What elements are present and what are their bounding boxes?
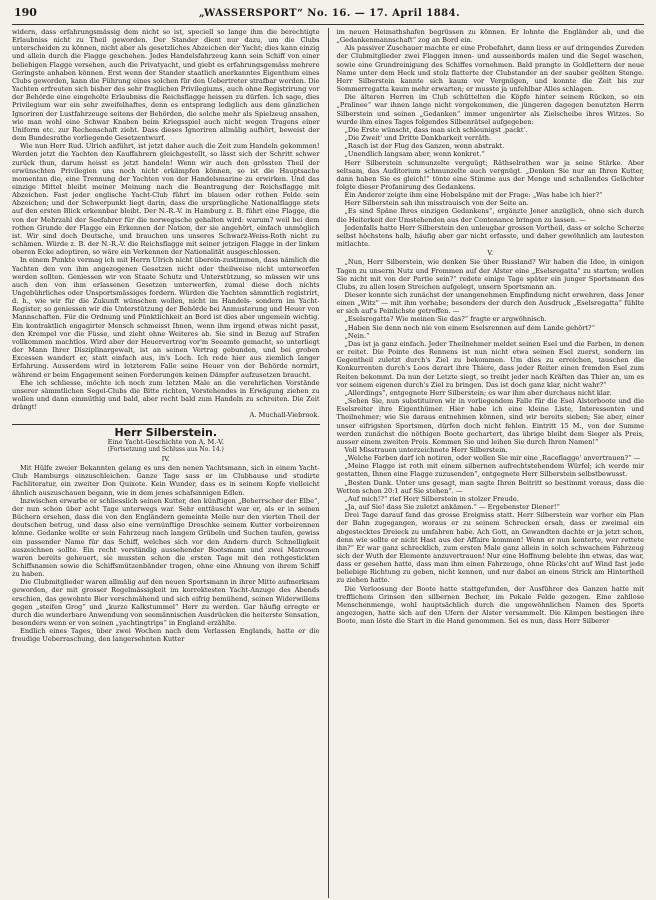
paragraph: „Es sind Späne Ihres einzigen Gedankens“, ergänzte Jener anzüglich, ohne sich durch die Heiterkeit der Umstehenden aus der Contenance bringen zu lassen. — xyxy=(336,207,644,224)
riddle-line: „Rasch ist der Flug des Ganzen, wenn abstrakt. xyxy=(344,142,505,151)
running-title: „WASSERSPORT“ No. 16. — 17. April 1884. xyxy=(198,8,461,19)
paragraph: „Sehen Sie, nun substituiren wir in vorliegendem Falle für die Esel Alsterboote und die Eselsreiter ihre Eigenthümer. Hier habe ich eine kleine Liste, Interessenten und Theilnehmer; wie Sie daraus entnehmen können, sind wir bereits sieben; Sie aber, einer unser eifrigsten Sportsmen, dürfen doch nicht fehlen. Eintritt 15 M., von der Summe werden zunächst die nöthigen Boote gechartert, das übrige bleibt dem Sieger als Preis, ausser einem zweiten Preis. Kommen Sie und leihen Sie durch Ihren Namen!“ xyxy=(336,397,644,446)
page-header xyxy=(12,6,644,25)
paragraph: In einem Punkte vermag ich mit Herrn Ulrich nicht überein-zustimmen, dass nämlich die Yachten den von ihm angezogenen Gesetzen nicht oder theilweise nicht unterworfen werden sollten. Geniessen wir von Staate Schutz und Unterstützung, so müssen wir uns auch den von ihm erlassenen Gesetzen unterwerfen, zumal diese doch nichts Ungebührliches oder Unsportsmässiges fordern. Würden die Yachten sämmtlich registrirt, d. h., wie wir für die Zukunft wünschen wollen, nicht im Handels- sondern im Yacht-Register, so geniessen wir die Unterstützung der Behörde bei Anmusterung und Heuer von Mannschaften. Für die Ordnung und Pünktlichkeit an Bord ist dies aber ungemein wichtig. Ein kontraktlich engagirter Mensch schmeisst Ihnen, wenn ihm irgend etwas nicht passt, den Krempel vor die Füsse, und zieht ohne Weiteres ab. Sie sind in Bezug auf Strafen vollkommen machtlos. Wird aber der Heuervertrag vor'm Seeamte gemacht, so unterliegt der Mann Ihrer Disziplinargewalt, ist an seinen Vertrag gebunden, und bei groben Excessen wandert er, statt einfach aus, in's Loch. Ich rede hier aus ziemlich langer Erfahrung. Ausserdem wird in letzterem Falle seine Heuer von der Behörde normirt, während er beim Engagement seinen Forderungen keinen Dämpfer aufzusetzen braucht. xyxy=(12,256,320,379)
paragraph: „Meine Flagge ist roth mit einem silbernen aufrechtstehendem Würfel; ich werde mir gestatten, Ihnen eine Flagge zuzusenden“, entgegnete Herr Silberstein selbstbewusst. xyxy=(336,462,644,479)
paragraph: im neuen Heimathshafen begrüssen zu können. Er lohnte die Engländer ab, und die „Gedankenmannschaft“ zog an Bord ein. xyxy=(336,28,644,45)
paragraph: Herr Silberstein schmunzelte verguügt; Räthselrathen war ja seine Stärke. Aber seltsam, das Auditorium schmunzelte auch vergnügt. „Denken Sie nur an Ihren Kutter, dann haben Sie es gleich!“ tönte eine Stimme aus der Menge und schallendes Gelächter folgte dieser Profanirung des Gedankens. xyxy=(336,158,644,191)
paragraph: Drei Tage darauf fand das grosse Ereigniss statt. Herr Silberstein war vorher ein Plan der Bahn zugegangen, woraus er zu seinem Schrecken ersah, dass er zweimal ein abgestecktes Dreieck zu umfahren habe. Ach Gott, an Gewandten dachte er ja jetzt schon, denn wie sollte er nicht Hast aus der Affaire kommen! Wenn er nun kenterte, wer rettete ihn?“ Er war ganz schrecklich, zum ersten Male ganz allein in solch schwachem Fahrzeug sich der Wuth der Elemente anzuvertrauen! Nur eine Hoffnung belebte ihn etwas, das war, dass er gesehen hatte, dass man ihm einen Fahrzeuge, ohne Rücks'cht auf Wind fast jede beliebige Richtung zu geben, nicht kennen, und nur dabei an einem Strick am Hintertheil zu ziehen hatte. xyxy=(336,511,644,585)
columns xyxy=(12,28,644,898)
paragraph: „Ja, auf Sie! dass Sie zuletzt ankämen.“ — Ergebenster Diener!“ xyxy=(344,503,560,512)
signature: A. Muchall-Viebrook. xyxy=(249,411,320,420)
riddle-line: „Die Erste wünscht, dass man sich schleunigst ‚packt‘. xyxy=(344,125,528,134)
paragraph: Jedenfalls hatte Herr Silberstein den unleugbar grossen Vortheil, dass er solche Scherze selbst höchstens halb, häufig aber gar nicht erfasste, und daher gewöhnlich am lautesten mitlachte. xyxy=(336,223,644,249)
paragraph: Mit Hülfe zweier Bekannten gelang es uns den nenen Yachtsmann, sich in einem Yacht-Club Hamburgs einzuschleichen. Ganze Tage sass er im Clubhause und studirte Fachliteratur, ein zweiter Don Quixote. Kein Wunder, dass es in seinem Kopfe vielleicht ähnlich auszuschauen begann, wie in dem jenes schafsinnigen Edlen. xyxy=(12,464,320,497)
paragraph: „Haben Sie denn noch nie von einem Eselsrennen auf dem Lande gehört?“ xyxy=(344,323,595,332)
chapter-number: IV. xyxy=(161,454,170,463)
paragraph: widern, dass erfahrungsmässig dem nicht so ist, speciell so lange ihm die berechtigte Erlaubniss nicht zu Theil geworden. Der Stander dient nur dazu, um die Clubs unterscheiden zu können, nicht aber als gesetzliches Abzeichen der Yacht; dies kann einzig und allein durch die Flagge geschehen. Jedes Handelsfahrzeug kann sein Schiff von einer beliebigen Flagge versehen, auch die Privatyacht, und giebt es erfahrungsgemäss mehrere Geringste anhaben können. Erst wenn der Stander staatlich anerkanntes Eigenthum eines Clubs geworden, kann die Führung eines solchen für den Uebertreter strafbar werden. Die Yachten erfreuten sich bisher des sehr fraglichen Privilegiums, auch ohne Registrirung vor der Behörde eine eingeholte Erlaubniss die Reichsflagge heissen zu dürfen. Ich sage, dies Privilegium war ein sehr zweifelhaftes, denn es entsprang lediglich aus dem gänzlichen Ignoriren der Lustfahrzeuge seitens der Behörden, die solche mehr als Spielzeug ansahen, wie man wohl eine Schwar Knaben beim Kriegsspiel auch nicht wegen Tragens einer Uniform etc. zur Rechenschaft zieht. Dass dieses Ignoriren allmälig aufhört, beweist der dem Bundesrathe vorliegende Gesetzentwurf. xyxy=(12,28,320,143)
paragraph: Dieser konnte sich zunächst der unangenehmen Empfindung nicht erwehren, dass Jener einen „Witz“ — mit ihm vorhabe; besonders der durch den Ausdruck „Eselsregatta“ fühlte er sich auf's Peinlichste getroffen. — xyxy=(336,291,644,316)
paragraph: Die Verloosung der Boote hatte stattgefunden, der Ausführer des Ganzen hatte mit trefflichem Grinsen den silbernen Becher, im Pokale Felde gezogen. Eine zahllose Menschenmenge, wohl hauptsächlich durch die ungewöhnlichen Namen des Sports angezogen, hatte sich auf den Ufern der Alster versammelt. Die Kämpen bestiegen ihre Boote, man löste die Start in die Hand genommen. Sei es nun, dass Herr Silberer xyxy=(336,584,644,626)
chapter-number: V. xyxy=(487,249,494,258)
left-column xyxy=(12,28,328,898)
paragraph: Wie nun Herr Rud. Ulrich anführt, ist jetzt daher auch die Zeit zum Handeln gekommen! Werden jetzt die Yachten den Kauffahrern gleichgestellt, so lässt sich der Schritt schwer zurück thun, darum heisst es jetzt handeln! Wenn wir auch den grössten Theil der erwünschten Privilegien uns noch nicht erkämpfen können, so ist die Hauptsache momentan die, eine Trennung der Yachten von der Handelsmarine zu erwirken. Und das einzige Mittel bleibt meiner Meinung nach die Beantragung der Reichsflagge mit Abzeichen. Fast jeder englische Yacht-Club führt im blauen oder rothen Felde sein Abzeichen; und der Schwerpunkt liegt darin, dass die ursprüngliche Nationalflagge stets auf den ersten Blick erkennbar bleibt. Der N.-R.-V. in Hamburg z. B. führt eine Flagge, die von der Mehrzahl der Seefahrer für die norwegische gehalten wird: warum? weil bei dem rothen Grunde der Flagge ein Erkennen der Nation, der sie angehört, einfach unmöglich ist. Wir sind doch Deutsche, und brauchen uns unseres Schwarz-Weiss-Roth nicht zu schämen. Würde z. B. der N.-R.-V. die Reichsflagge mit seiner jetzigen Flagge in der linken oberen Ecke adoptiren, so wäre ein Verkennen der Nationalität ausgeschlossen. xyxy=(12,142,320,257)
paragraph: „Besten Dank. Unter uns gesagt, man sagte Ihren Beitritt so bestimmt voraus, dass die Wetten schon 20:1 auf Sie stehen“. — xyxy=(336,478,644,495)
page-number: 190 xyxy=(14,6,37,19)
paragraph: „Das ist ja ganz einfach. Jeder Theilnehmer meldet seinen Esel und die Farben, in denen er reitet. Die Pointe des Rennens ist nun nicht etwa seinen Esel zuerst, sondern im Gegentheil zuletzt durch's Ziel zu bekommen. Um dies zu erreichen, tauschen die Konkurrenten durch's Loos derart ihre Thiere, dass jeder Reiter einen fremden Esel zum Reiten bekommt. Da nun der Letzte siegt, so treibt jeder nach Kräften das Thier an, um es vor seinem eigenen durch's Ziel zu bringen. Das ist doch ganz klar, nicht wahr?“ xyxy=(336,339,644,389)
paragraph: Herr Silberstein sah ihn misstrauisch von der Seite an. xyxy=(344,199,529,208)
paragraph: „Allerdings“, entgegnete Herr Silberstein; es war ihm aber durchaus nicht klar. xyxy=(344,388,612,397)
paragraph: Endlich eines Tages, über zwei Wochen nach dem Verlassen Englands, hatte er die freudige Ueberraschung, den langersehnten Kutter xyxy=(12,627,320,644)
paragraph: Inzwischen erwarbe er schliesslich seinen Kutter, den künftigen „Beherrscher der Elbe“, der nun schon über acht Tage unterwegs war. Sehr enttäuscht war er, als er in seinen Büchern ersehen, dass die von den Engländern gemeinte Meile nur den vierten Theil der deutschen betrug, und dass also eine vernünftige Droschke seinem Kutter vorbeirennen könne. Gedanke wollte er sein Fahrzeug nach langem Grübeln und Suchen taufen, gewiss ein passender Name für das Schiff, welches sich vor den Andern durch Schnelligkeit auszeichnen sollte. Ein recht verständig aussehender Bootsmann und zwei Matrosen waren bereits geheuert, sie mussten schon die ersten Tage mit den rothgestickten Schiffsnamen sowie die Schiffsmützenbänder tragen, ohne eine Ahnung von ihrem Schiff zu haben. xyxy=(12,496,320,579)
riddle-line: „Die Zweit' und Dritte Dankbarkeit verräth. xyxy=(344,134,492,143)
right-column xyxy=(328,28,645,898)
paragraph: „Eselsregatta? Wie meinen Sie das?“ fragte er argwöhnisch. xyxy=(344,315,547,324)
paragraph: „Welche Farben darf ich notiren, oder wollen Sie mir eine ‚Raceflagge‘ anvertrauen?“ — xyxy=(344,454,641,463)
riddle-line: „Unendlich langsam aber, wenn konkret.“ xyxy=(344,150,485,159)
paragraph: „Nein.“ xyxy=(344,331,370,340)
paragraph: „Nun, Herr Silberstein, wie denken Sie über Russland? Wir haben die Idee, in einigen Tagen zu unserm Nutz und Frommen auf der Alster eine „Eselsregatta“ zu starten; wollen Sie nicht mit von der Partie sein?“ redete einige Tage später ein junger Sportsmann des Clubs, zu allen losen Streichen aufgelegt, unsern Sportsmann an. xyxy=(336,258,644,291)
divider xyxy=(12,424,320,425)
paragraph: Als passiver Zuschauer machte er eine Probefahrt, dann liess er auf dringendes Zureden der Clubmitglieder zwei Flaggen innen- und aussenbords malen und die Segel waschen, sowie eine Grundreinigung des Schiffes vornehmen. Bald prangte in Goldlettern der neue Name unter dem Heck und stolz flatterte der Clubstander an der sauber geölten Stenge. Herr Silberstein kannte sich kaum vor Vergnügen, und konnte die Zeit bis zur Sommerregatta kaum mehr erwarten; er musste ja unfehlbar Alles schlagen. xyxy=(336,44,644,94)
paragraph: „Auf mich!?“ rief Herr Silberstein in stolzer Freude. xyxy=(344,494,519,503)
paragraph: Ehe ich schliesse, möchte ich noch zum letzten Male an die verehrlichen Vorstände unserer sämmtlichen Segel-Clubs die Bitte richten, Vorstehendes in Erwägung ziehen zu wollen und dann einmüthig und bald, aber recht bald zum Handeln zu schreiten. Die Zeit drängt! xyxy=(12,378,320,412)
paragraph: Die älteren Herren im Club schüttelten die Köpfe hinter seinem Rücken, so ein „Pralinee“ war ihnen lange nicht vorgekommen, die jüngeren dagegen benutzten Herrn Silberstein und seinen „Gedanken“ immer ungenirter als Zielscheibe ihres Witzes. So wurde ihm eines Tages folgendes Silbenrätsel aufgegeben: xyxy=(336,93,644,126)
article-subtitle: Eine Yacht-Geschichte von A. M.-V. xyxy=(107,437,224,446)
article-title: Herr Silberstein. xyxy=(114,425,218,439)
paragraph: Die Clubmitglieder waren allmälig auf den neuen Sportsmann in ihrer Mitte aufmerksam geworden, der mit grosser Regelmässigkeit im korrektesten Yacht-Anzuge des Abends erschien, das gewohnte Bier verschmähend und sich eifrig bemühend, seinen Widerwillens gegen „steifen Grog“ und „kurze Kalkstummel“ Herr zu werden. Gar häufig erregte er durch die wunderbare Anwendung von seemännischen Ausdrücken die heiterste Sensation, besonders wenn er von seinen „yachtingtrips“ in England erzählte. xyxy=(12,578,320,628)
article-continued-note: (Fortsetzung und Schluss aus No. 14.) xyxy=(107,445,224,453)
paragraph: Voll Misstrauen unterzeichnete Herr Silberstein. xyxy=(344,445,508,454)
paragraph: Ein Anderer zeigte ihm eine Hobelspäne mit der Frage: „Was habe ich hier?“ xyxy=(344,191,603,200)
